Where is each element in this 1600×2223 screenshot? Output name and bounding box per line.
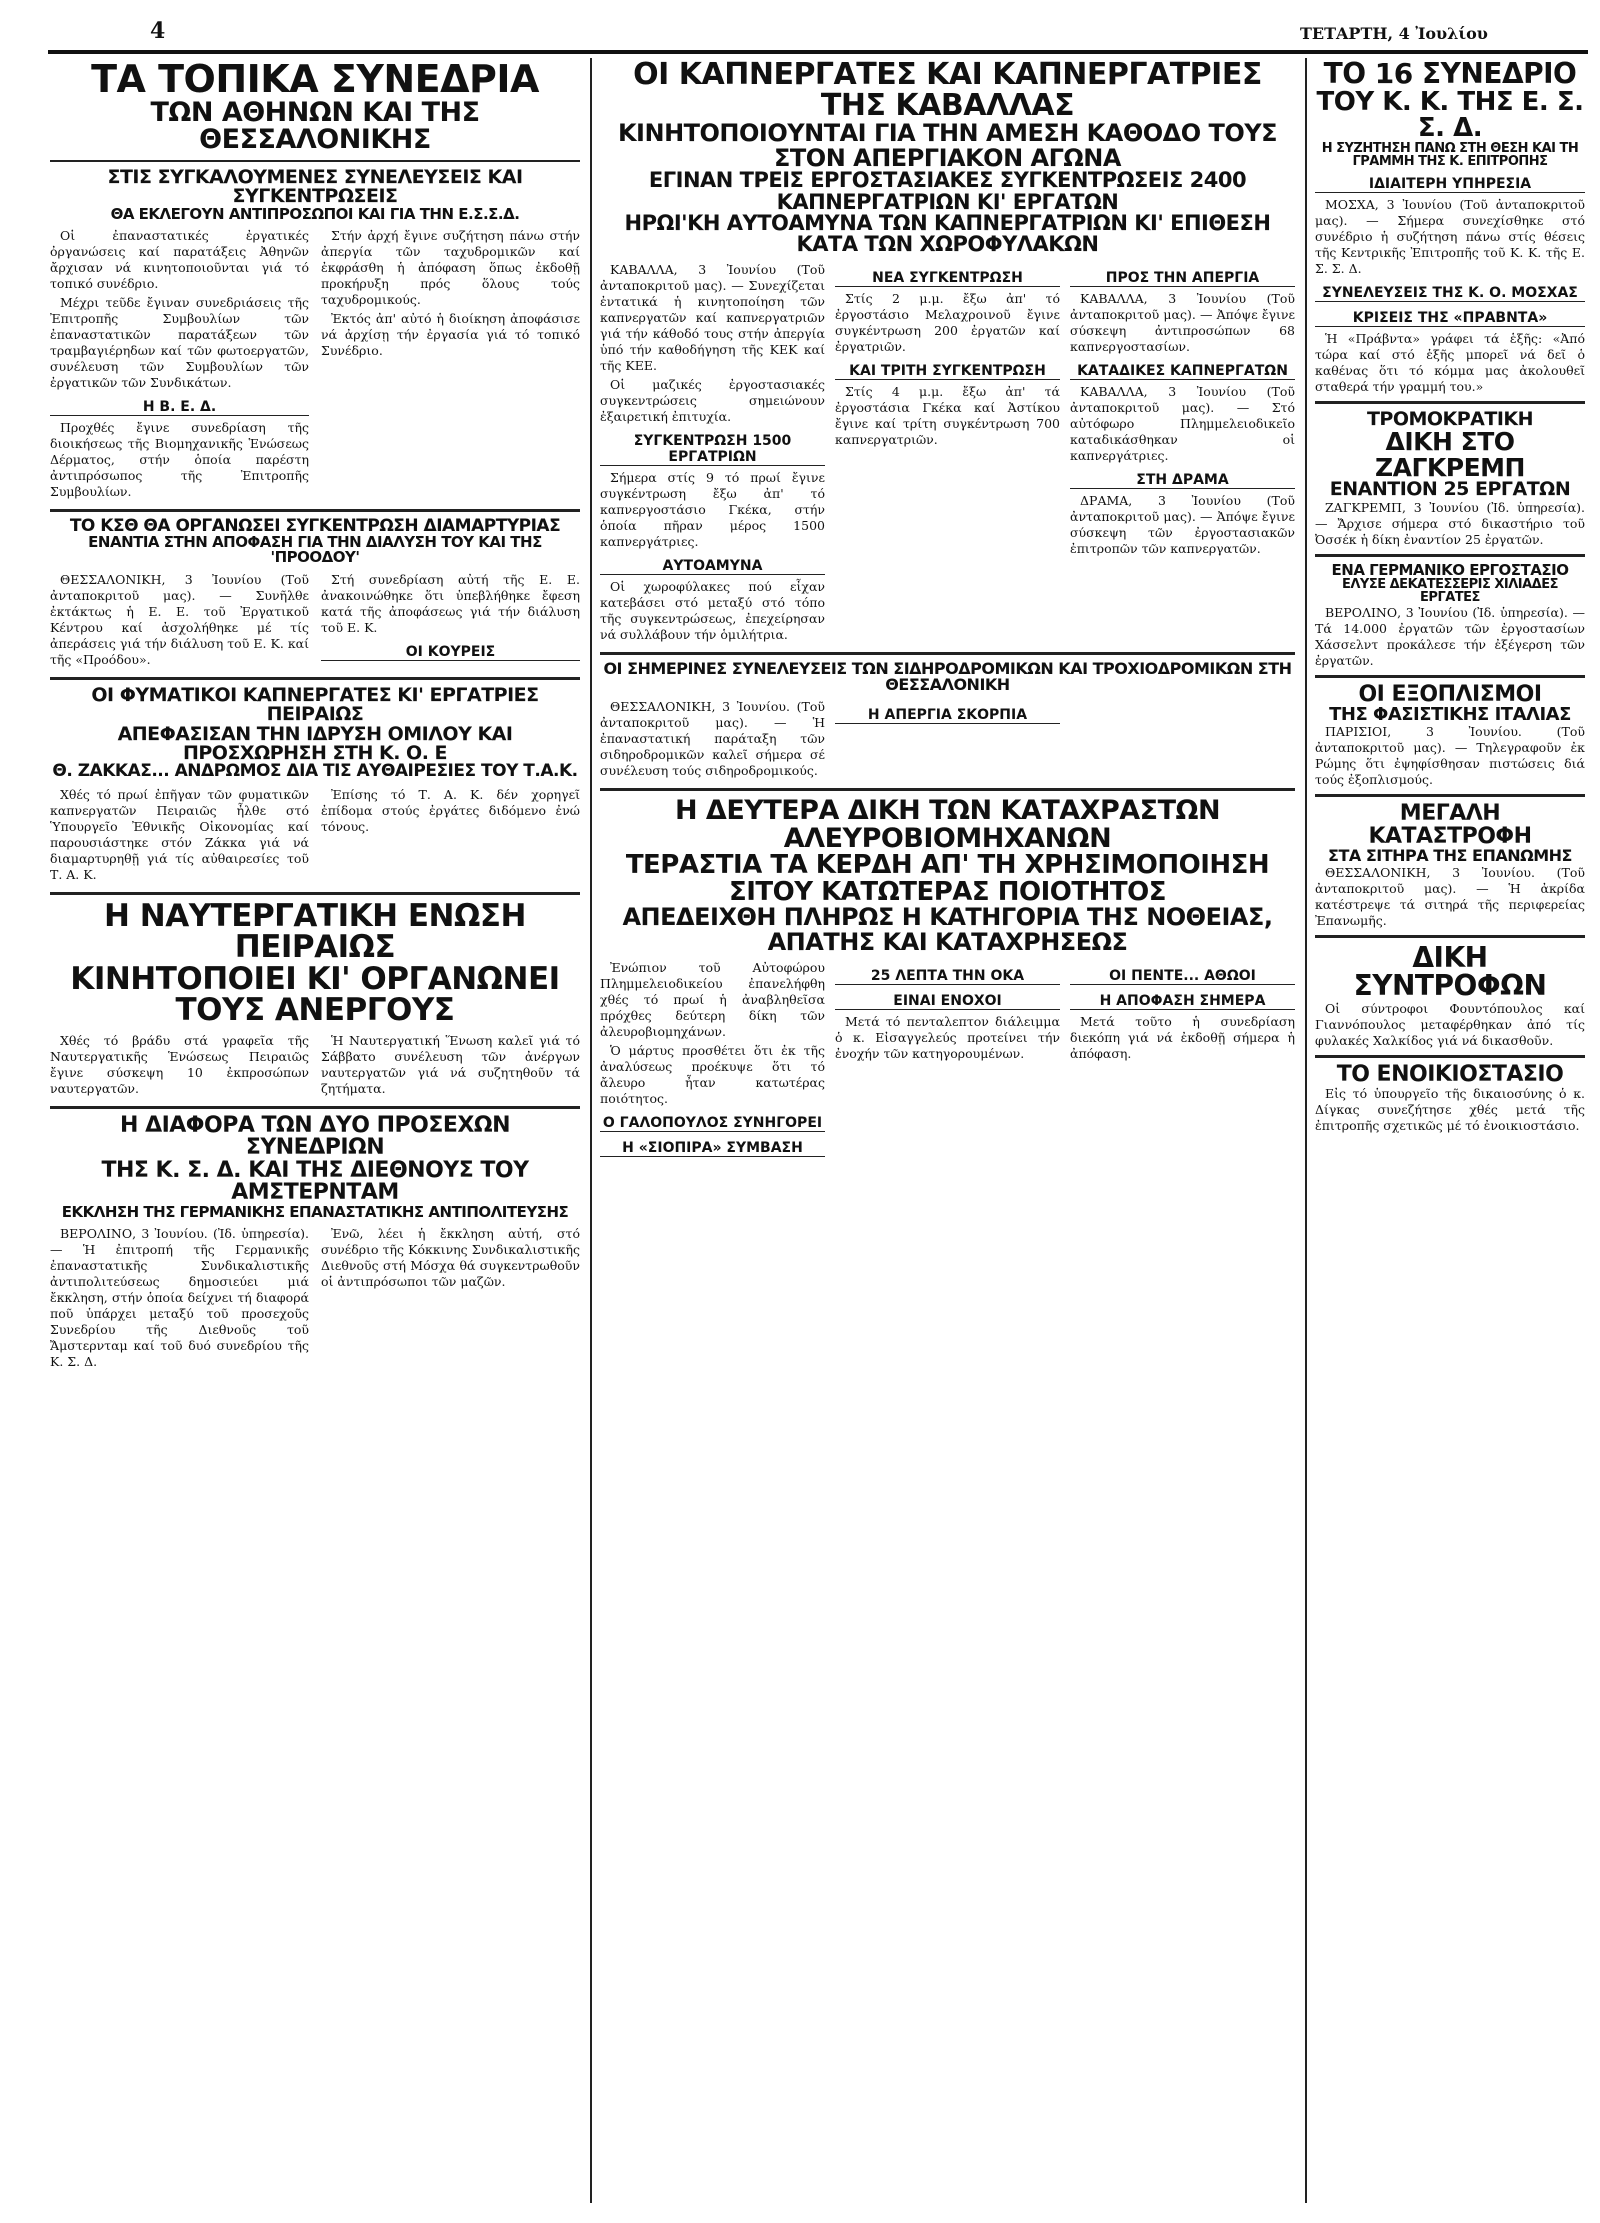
subheading: ΠΡΟΣ ΤΗΝ ΑΠΕΡΓΙΑ xyxy=(1070,270,1295,287)
column-center xyxy=(600,60,1295,2210)
paragraph: ΒΕΡΟΛΙΝΟ, 3 Ἰουνίου (Ἰδ. ὑπηρεσία). — Τά 14.000 ἐργατῶν τῶν ἐργοστασίων Χάσσελντ προκάλεσε τήν ἐξέγερση τῶν ἐργατῶν. xyxy=(1315,604,1585,668)
headline: ΑΠΕΔΕΙΧΘΗ ΠΛΗΡΩΣ Η ΚΑΤΗΓΟΡΙΑ ΤΗΣ ΝΟΘΕΙΑΣ, ΑΠΑΤΗΣ ΚΑΙ ΚΑΤΑΧΡΗΣΕΩΣ xyxy=(622,903,1273,956)
paragraph: Οἱ μαζικές ἐργοστασιακές συγκεντρώσεις σημειώνουν ἐξαιρετική ἐπιτυχία. xyxy=(600,376,825,424)
headline: ΕΝΑΝΤΙΟΝ 25 ΕΡΓΑΤΩΝ xyxy=(1329,478,1571,501)
subheading: ΣΥΓΚΕΝΤΡΩΣΗ 1500 ΕΡΓΑΤΡΙΩΝ xyxy=(600,433,825,466)
headline: ΤΟ ΚΣΘ ΘΑ ΟΡΓΑΝΩΣΕΙ ΣΥΓΚΕΝΤΡΩΣΗ ΔΙΑΜΑΡΤΥΡΙΑΣ xyxy=(69,515,561,536)
paragraph: Οἱ σύντροφοι Φουντόπουλος καί Γιαννόπουλος μεταφέρθηκαν ἀπό τίς φυλακές Χαλκίδος γιά νά δικασθοῦν. xyxy=(1315,1000,1585,1048)
headline: ΕΓΙΝΑΝ ΤΡΕΙΣ ΕΡΓΟΣΤΑΣΙΑΚΕΣ ΣΥΓΚΕΝΤΡΩΣΕΙΣ 2400 ΚΑΠΝΕΡΓΑΤΡΙΩΝ ΚΙ' ΕΡΓΑΤΩΝ xyxy=(648,168,1247,214)
headline: ΕΛΥΣΕ ΔΕΚΑΤΕΣΣΕΡΙΣ ΧΙΛΙΑΔΕΣ ΕΡΓΑΤΕΣ xyxy=(1341,577,1559,606)
headline: ΕΚΚΛΗΣΗ ΤΗΣ ΓΕΡΜΑΝΙΚΗΣ ΕΠΑΝΑΣΤΑΤΙΚΗΣ ΑΝΤΙΠΟΛΙΤΕΥΣΗΣ xyxy=(61,1202,569,1221)
headline: ΗΡΩΙ'ΚΗ ΑΥΤΟΑΜΥΝΑ ΤΩΝ ΚΑΠΝΕΡΓΑΤΡΙΩΝ ΚΙ' ΕΠΙΘΕΣΗ ΚΑΤΑ ΤΩΝ ΧΩΡΟΦΥΛΑΚΩΝ xyxy=(624,210,1271,257)
divider xyxy=(1315,1055,1585,1058)
paragraph: Στίς 4 μ.μ. ἔξω ἀπ' τά ἐργοστάσια Γκέκα καί Ἀστίκου ἔγινε καί τρίτη συγκέντρωση 700 καπνεργατριῶν. xyxy=(835,383,1060,447)
divider xyxy=(1315,794,1585,797)
subheading: ΟΙ ΠΕΝΤΕ... ΑΘΩΟΙ xyxy=(1070,968,1295,985)
paragraph: Εἰς τό ὑπουργεῖο τῆς δικαιοσύνης ὁ κ. Δίγκας συνεζήτησε χθές μετά τῆς ἐπιτροπῆς σχετικῶς μέ τό ἐνοικιοστάσιο. xyxy=(1315,1086,1585,1134)
subheading: ΑΥΤΟΑΜΥΝΑ xyxy=(600,558,825,575)
divider xyxy=(50,509,580,512)
subheading: ΕΙΝΑΙ ΕΝΟΧΟΙ xyxy=(835,993,1060,1010)
subheading: ΙΔΙΑΙΤΕΡΗ ΥΠΗΡΕΣΙΑ xyxy=(1315,176,1585,193)
headline: ΜΕΓΑΛΗ ΚΑΤΑΣΤΡΟΦΗ xyxy=(1368,801,1532,849)
paragraph: Στίς 2 μ.μ. ἔξω ἀπ' τό ἐργοστάσιο Μελαχροινοῦ ἔγινε συγκέντρωση 200 ἐργατῶν καί ἐργατριῶν. xyxy=(835,290,1060,354)
headline: ΚΙΝΗΤΟΠΟΙΕΙ ΚΙ' ΟΡΓΑΝΩΝΕΙ ΤΟΥΣ ΑΝΕΡΓΟΥΣ xyxy=(70,960,560,1029)
paragraph: Στή συνεδρίαση αὐτή τῆς Ε. Ε. ἀνακοινώθηκε ὅτι ὑπεβλήθηκε ἔφεση κατά τῆς ἀποφάσεως γιά τήν διάλυση τοῦ Ε. Κ. xyxy=(321,571,580,635)
paragraph: Ἐνῶ, λέει ἡ ἔκκληση αὐτή, στό συνέδριο τῆς Κόκκινης Συνδικαλιστικῆς Διεθνοῦς στή Μόσχα θά συγκεντρωθοῦν οἱ ἀντιπρόσωποι τῶν μαζῶν. xyxy=(321,1226,580,1290)
headline: ΤΗΣ ΦΑΣΙΣΤΙΚΗΣ ΙΤΑΛΙΑΣ xyxy=(1329,704,1571,726)
divider xyxy=(50,892,580,895)
paragraph: Χθές τό πρωί ἐπῆγαν τῶν φυματικῶν καπνεργατῶν Πειραιῶς ἦλθε στό Ὑπουργεῖο Ἐθνικῆς Οἰκονομίας καί παρουσιάστηκε στόν Ζάκκα γιά νά διαμαρτυρηθῇ γιά τίς αὐθαιρεσίες τοῦ Τ. Α. Κ. xyxy=(50,786,309,882)
headline: ΤΑ ΤΟΠΙΚΑ ΣΥΝΕΔΡΙΑ xyxy=(91,60,539,101)
paragraph: Χθές τό βράδυ στά γραφεῖα τῆς Ναυτεργατικῆς Ἑνώσεως Πειραιῶς ἔγινε σύσκεψη 10 ἐκπροσώπων ναυτεργατῶν. xyxy=(50,1033,309,1097)
paragraph: Οἱ ἐπαναστατικές ἐργατικές ὀργανώσεις καί παρατάξεις Ἀθηνῶν ἄρχισαν νά κινητοποιοῦνται γιά τό τοπικό συνέδριο. xyxy=(50,227,309,291)
paragraph: Ἡ «Πράβντα» γράφει τά ἑξῆς: «Ἀπό τώρα καί στό ἑξῆς μπορεῖ νά δεῖ ὁ καθένας ὅτι τό κόμμα μας ἀκολουθεῖ σταθερά τήν γραμμή του.» xyxy=(1315,331,1585,395)
subheading: Η ΑΠΕΡΓΙΑ ΣΚΟΡΠΙΑ xyxy=(835,707,1060,724)
subheading: ΣΤΗ ΔΡΑΜΑ xyxy=(1070,472,1295,489)
headline: ΘΑ ΕΚΛΕΓΟΥΝ ΑΝΤΙΠΡΟΣΩΠΟΙ ΚΑΙ ΓΙΑ ΤΗΝ Ε.Σ.Σ.Δ. xyxy=(110,204,520,223)
subheading: ΚΡΙΣΕΙΣ ΤΗΣ «ΠΡΑΒΝΤΑ» xyxy=(1315,310,1585,327)
paragraph: ΒΕΡΟΛΙΝΟ, 3 Ἰουνίου. (Ἰδ. ὑπηρεσία). — Ἡ ἐπιτροπή τῆς Γερμανικῆς ἐπαναστατικῆς Συνδικαλιστικῆς ἀντιπολιτεύσεως δημοσιεύει μιά ἔκκληση, στήν ὁποία δείχνει τή διαφορά ποῦ ὑπάρχει μεταξύ τοῦ προσεχοῦς Συνεδρίου τῆς Διεθνοῦς τοῦ Ἄμστερνταμ καί τοῦ δυό συνεδρίου τῆς Κ. Σ. Δ. xyxy=(50,1226,309,1370)
headline: ΤΟ 16 ΣΥΝΕΔΡΙΟ xyxy=(1323,60,1577,90)
paragraph: ΚΑΒΑΛΛΑ, 3 Ἰουνίου (Τοῦ ἀνταποκριτοῦ μας). — Συνεχίζεται ἐντατικά ἡ κινητοποίηση τῶν καπνεργατῶν καί καπνεργατριῶν γιά τήν κάθοδό τους στήν ἀπεργία ὑπό τήν καθοδήγηση τῆς ΚΕΚ καί τῆς ΚΕΕ. xyxy=(600,261,825,373)
headline: ΟΙ ΦΥΜΑΤΙΚΟΙ ΚΑΠΝΕΡΓΑΤΕΣ ΚΙ' ΕΡΓΑΤΡΙΕΣ ΠΕΙΡΑΙΩΣ xyxy=(91,683,539,726)
headline: ΤΟ ΕΝΟΙΚΙΟΣΤΑΣΙΟ xyxy=(1336,1061,1564,1087)
column-divider-2 xyxy=(1305,58,1307,2203)
headline: ΤΩΝ ΑΘΗΝΩΝ ΚΑΙ ΤΗΣ ΘΕΣΣΑΛΟΝΙΚΗΣ xyxy=(150,96,480,156)
paragraph: Μέχρι τεῦδε ἔγιναν συνεδριάσεις τῆς Ἐπιτροπῆς Συμβουλίων τῶν ἐπαναστατικῶν παρατάξεων τῶν τραμβαγιέρηδων καί τῶν φωτοεργατῶν, συνέλευση τῶν Συμβουλίων τῶν ἐργατικῶν τῶν Συνδικάτων. xyxy=(50,294,309,390)
paragraph: Ὁ μάρτυς προσθέτει ὅτι ἐκ τῆς ἀναλύσεως προέκυψε ὅτι τό ἄλευρο ἦταν κατωτέρας ποιότητος. xyxy=(600,1043,825,1107)
headline: Θ. ΖΑΚΚΑΣ... ΑΝΔΡΩΜΟΣ ΔΙΑ ΤΙΣ ΑΥΘΑΙΡΕΣΙΕΣ ΤΟΥ Τ.Α.Κ. xyxy=(52,761,578,782)
paragraph: Μετά τό πενταλεπτον διάλειμμα ὁ κ. Εἰσαγγελεύς προτείνει τήν ἐνοχήν τῶν κατηγορουμένων. xyxy=(835,1014,1060,1062)
paragraph: Σήμερα στίς 9 τό πρωί ἔγινε συγκέντρωση ἔξω ἀπ' τό καπνεργοστάσιο Γκέκα, στήν ὁποία πῆραν μέρος 1500 καπνεργάτριες. xyxy=(600,469,825,549)
paragraph: Ἐπίσης τό Τ. Α. Κ. δέν χορηγεῖ ἐπίδομα στούς ἐργάτες διδόμενο ἐνώ τόνους. xyxy=(321,786,580,834)
paragraph: Οἱ χωροφύλακες πού εἶχαν κατεβάσει στό μεταξύ στό τόπο τῆς συγκεντρώσεως, ἐπεχείρησαν νά συλλάβουν τήν ὁμιλήτρια. xyxy=(600,578,825,642)
subheading: ΚΑΙ ΤΡΙΤΗ ΣΥΓΚΕΝΤΡΩΣΗ xyxy=(835,363,1060,380)
headline: ΟΙ ΚΑΠΝΕΡΓΑΤΕΣ ΚΑΙ ΚΑΠΝΕΡΓΑΤΡΙΕΣ ΤΗΣ ΚΑΒΑΛΛΑΣ xyxy=(633,60,1262,123)
paragraph: ΘΕΣΣΑΛΟΝΙΚΗ, 3 Ἰουνίου. (Τοῦ ἀνταποκριτοῦ μας). — Ἡ ἐπαναστατική παράταξη τῶν σιδηροδρομικῶν καλεῖ σήμερα σέ συνέλευση τούς σιδηροδρομικούς. xyxy=(600,699,825,779)
paragraph: Ἐνώπιον τοῦ Αὐτοφώρου Πλημμελειοδικείου ἐπανελήφθη χθές τό πρωί ἡ ἀναβληθεῖσα πρόχθες δεύτερη δίκη τῶν ἀλευροβιομηχάνων. xyxy=(600,960,825,1040)
headline: Η ΔΕΥΤΕΡΑ ΔΙΚΗ ΤΩΝ ΚΑΤΑΧΡΑΣΤΩΝ ΑΛΕΥΡΟΒΙΟΜΗΧΑΝΩΝ xyxy=(674,795,1221,854)
headline: Η ΣΥΖΗΤΗΣΗ ΠΑΝΩ ΣΤΗ ΘΕΣΗ ΚΑΙ ΤΗ ΓΡΑΜΜΗ ΤΗΣ Κ. ΕΠΙΤΡΟΠΗΣ xyxy=(1321,140,1579,169)
page-date: ΤΕΤΑΡΤΗ, 4 Ἰουλίου xyxy=(1300,24,1488,43)
headline: ΕΝΑΝΤΙΑ ΣΤΗΝ ΑΠΟΦΑΣΗ ΓΙΑ ΤΗΝ ΔΙΑΛΥΣΗ ΤΟΥ ΚΑΙ ΤΗΣ 'ΠΡΟΟΔΟΥ' xyxy=(88,533,542,567)
divider xyxy=(50,677,580,680)
headline: ΕΝΑ ΓΕΡΜΑΝΙΚΟ ΕΡΓΟΣΤΑΣΙΟ xyxy=(1331,560,1569,579)
paragraph: ΚΑΒΑΛΛΑ, 3 Ἰουνίου (Τοῦ ἀνταποκριτοῦ μας). — Στό αὐτόφωρο Πλημμελειοδικεῖο καταδικάσθηκαν οἱ καπνεργάτριες. xyxy=(1070,383,1295,463)
column-divider-1 xyxy=(590,58,592,2203)
subheading: ΝΕΑ ΣΥΓΚΕΝΤΡΩΣΗ xyxy=(835,270,1060,287)
headline: ΣΤΙΣ ΣΥΓΚΑΛΟΥΜΕΝΕΣ ΣΥΝΕΛΕΥΣΕΙΣ ΚΑΙ ΣΥΓΚΕΝΤΡΩΣΕΙΣ xyxy=(107,165,523,208)
paragraph: ΠΑΡΙΣΙΟΙ, 3 Ἰουνίου. (Τοῦ ἀνταποκριτοῦ μας). — Τηλεγραφοῦν ἐκ Ρώμης ὅτι ἐψηφίσθησαν πιστώσεις διά τούς ἐξοπλισμούς. xyxy=(1315,724,1585,788)
divider xyxy=(1315,935,1585,938)
paragraph: Στήν ἀρχή ἔγινε συζήτηση πάνω στήν ἀπεργία τῶν ταχυδρομικῶν καί ἐκφράσθη ἡ ἀπόφαση ὅπως ἐκδοθῇ προκήρυξη πρός ὅλους τούς ταχυδρομικούς. xyxy=(321,227,580,307)
divider xyxy=(1315,675,1585,678)
paragraph: Μετά τοῦτο ἡ συνεδρίαση διεκόπη γιά νά ἐκδοθῇ σήμερα ἡ ἀπόφαση. xyxy=(1070,1014,1295,1062)
column-right xyxy=(1315,60,1585,2210)
divider xyxy=(50,160,580,162)
headline: ΚΙΝΗΤΟΠΟΙΟΥΝΤΑΙ ΓΙΑ ΤΗΝ ΑΜΕΣΗ ΚΑΘΟΔΟ ΤΟΥΣ ΣΤΟΝ ΑΠΕΡΓΙΑΚΟΝ ΑΓΩΝΑ xyxy=(617,119,1278,172)
paragraph: Ἐκτός ἀπ' αὐτό ἡ διοίκηση ἀποφάσισε νά ἀρχίσῃ τήν ἐργασία γιά τό τοπικό Συνέδριο. xyxy=(321,310,580,358)
subheading: Η Β. Ε. Δ. xyxy=(50,399,309,416)
column-left xyxy=(50,60,580,2210)
divider xyxy=(1315,401,1585,404)
divider xyxy=(1315,554,1585,557)
top-rule xyxy=(48,50,1588,54)
paragraph: ΘΕΣΣΑΛΟΝΙΚΗ, 3 Ἰουνίου (Τοῦ ἀνταποκριτοῦ μας). — Συνῆλθε ἐκτάκτως ἡ Ε. Ε. τοῦ Ἐργατικοῦ Κέντρου καί ἀσχολήθηκε μέ τίς ἀπεράσεις γιά τήν διάλυση τοῦ Ε. Κ. καί τῆς «Προόδου». xyxy=(50,571,309,667)
headline: Η ΝΑΥΤΕΡΓΑΤΙΚΗ ΕΝΩΣΗ ΠΕΙΡΑΙΩΣ xyxy=(104,897,526,966)
subheading: 25 ΛΕΠΤΑ ΤΗΝ ΟΚΑ xyxy=(835,968,1060,985)
paragraph: ΘΕΣΣΑΛΟΝΙΚΗ, 3 Ἰουνίου. (Τοῦ ἀνταποκριτοῦ μας). — Ἡ ἀκρίδα κατέστρεψε τά σιτηρά τῆς περιφερείας Ἐπανωμῆς. xyxy=(1315,864,1585,928)
subheading: ΣΥΝΕΛΕΥΣΕΙΣ ΤΗΣ Κ. Ο. ΜΟΣΧΑΣ xyxy=(1315,285,1585,302)
divider xyxy=(600,788,1295,791)
headline: ΟΙ ΣΗΜΕΡΙΝΕΣ ΣΥΝΕΛΕΥΣΕΙΣ ΤΩΝ ΣΙΔΗΡΟΔΡΟΜΙΚΩΝ ΚΑΙ ΤΡΟΧΙΟΔΡΟΜΙΚΩΝ ΣΤΗ ΘΕΣΣΑΛΟΝΙΚΗ xyxy=(603,658,1292,695)
headline: ΣΤΑ ΣΙΤΗΡΑ ΤΗΣ ΕΠΑΝΩΜΗΣ xyxy=(1328,846,1572,866)
headline: ΤΡΟΜΟΚΡΑΤΙΚΗ xyxy=(1366,408,1534,431)
headline: ΑΠΕΦΑΣΙΣΑΝ ΤΗΝ ΙΔΡΥΣΗ ΟΜΙΛΟΥ ΚΑΙ ΠΡΟΣΧΩΡΗΣΗ ΣΤΗ Κ. Ο. Ε xyxy=(117,722,513,764)
subheading: ΚΑΤΑΔΙΚΕΣ ΚΑΠΝΕΡΓΑΤΩΝ xyxy=(1070,363,1295,380)
headline: ΤΟΥ Κ. Κ. ΤΗΣ Ε. Σ. Σ. Δ. xyxy=(1316,86,1584,144)
subheading: Ο ΓΑΛΟΠΟΥΛΟΣ ΣΥΝΗΓΟΡΕΙ xyxy=(600,1115,825,1132)
divider xyxy=(600,652,1295,655)
headline: ΔΙΚΗ ΣΥΝΤΡΟΦΩΝ xyxy=(1353,940,1547,1003)
paragraph: ΔΡΑΜΑ, 3 Ἰουνίου (Τοῦ ἀνταποκριτοῦ μας). — Ἀπόψε ἔγινε σύσκεψη τῶν ἐργοστασιακῶν ἐπιτροπῶν τῶν καπνεργατῶν. xyxy=(1070,492,1295,556)
paragraph: ΖΑΓΚΡΕΜΠ, 3 Ἰουνίου (Ἰδ. ὑπηρεσία). — Ἄρχισε σήμερα στό δικαστήριο τοῦ Ὀσσέκ ἡ δίκη ἐναντίον 25 ἐργατῶν. xyxy=(1315,499,1585,547)
subheading: ΟΙ ΚΟΥΡΕΙΣ xyxy=(321,644,580,661)
divider xyxy=(50,1106,580,1109)
subheading: Η «ΣΙΟΠΙΡΑ» ΣΥΜΒΑΣΗ xyxy=(600,1140,825,1157)
headline: ΤΕΡΑΣΤΙΑ ΤΑ ΚΕΡΔΗ ΑΠ' ΤΗ ΧΡΗΣΙΜΟΠΟΙΗΣΗ ΣΙΤΟΥ ΚΑΤΩΤΕΡΑΣ ΠΟΙΟΤΗΤΟΣ xyxy=(625,850,1270,907)
headline: ΔΙΚΗ ΣΤΟ ΖΑΓΚΡΕΜΠ xyxy=(1375,427,1525,482)
headline: ΟΙ ΕΞΟΠΛΙΣΜΟΙ xyxy=(1358,681,1542,707)
paragraph: ΚΑΒΑΛΛΑ, 3 Ἰουνίου (Τοῦ ἀνταποκριτοῦ μας). — Ἀπόψε ἔγινε σύσκεψη ἀντιπροσώπων 68 καπνεργοστασίων. xyxy=(1070,290,1295,354)
subheading: Η ΑΠΟΦΑΣΗ ΣΗΜΕΡΑ xyxy=(1070,993,1295,1010)
headline: Η ΔΙΑΦΟΡΑ ΤΩΝ ΔΥΟ ΠΡΟΣΕΧΩΝ ΣΥΝΕΔΡΙΩΝ xyxy=(120,1113,510,1161)
paragraph: Ἡ Ναυτεργατική Ἕνωση καλεῖ γιά τό Σάββατο συνέλευση τῶν ἀνέργων ναυτεργατῶν γιά νά συζητηθοῦν τά ζητήματα. xyxy=(321,1033,580,1097)
headline: ΤΗΣ Κ. Σ. Δ. ΚΑΙ ΤΗΣ ΔΙΕΘΝΟΥΣ ΤΟΥ ΑΜΣΤΕΡΝΤΑΜ xyxy=(101,1157,529,1206)
page-number: 4 xyxy=(150,18,166,44)
paragraph: ΜΟΣΧΑ, 3 Ἰουνίου (Τοῦ ἀνταποκριτοῦ μας). — Σήμερα συνεχίσθηκε στό συνέδριο ἡ συζήτηση πάνω στίς θέσεις τῆς Κεντρικῆς Ἐπιτροπῆς τοῦ Κ. Κ. τῆς Ε. Σ. Σ. Δ. xyxy=(1315,197,1585,277)
paragraph: Προχθές ἔγινε συνεδρίαση τῆς διοικήσεως τῆς Βιομηχανικῆς Ἑνώσεως Δέρματος, στήν ὁποία παρέστη ἀντιπρόσωπος τῆς Ἐπιτροπῆς Συμβουλίων. xyxy=(50,419,309,499)
